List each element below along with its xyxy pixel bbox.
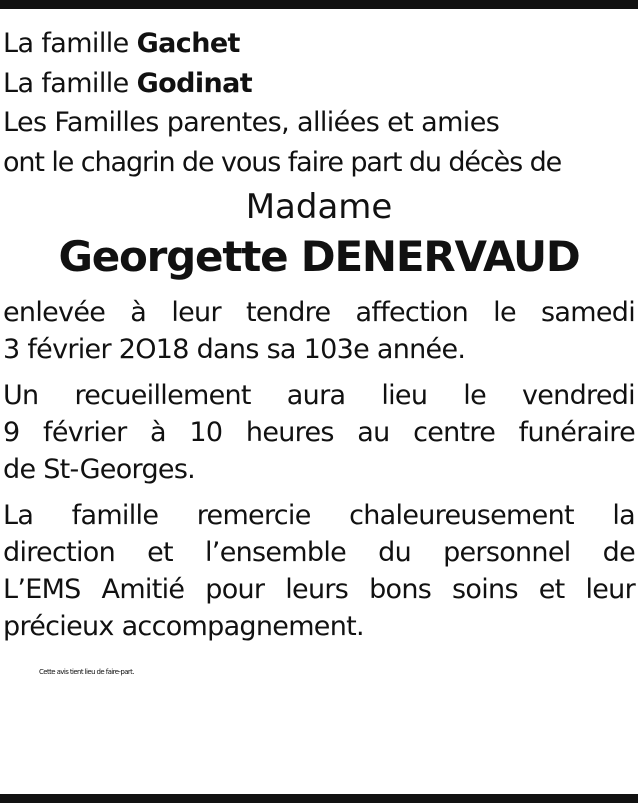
paragraph-ceremony bbox=[3, 377, 635, 488]
paragraph-line: enlevée à leur tendre affection le samedi bbox=[3, 297, 635, 328]
paragraph-line: direction et l’ensemble du personnel de bbox=[3, 537, 635, 568]
family-line-godinat: La famille Godinat bbox=[3, 67, 253, 99]
paragraph-line: 9 février à 10 heures au centre funéraire bbox=[3, 417, 635, 448]
obituary-notice bbox=[3, 24, 635, 691]
deceased-title: Madame bbox=[245, 187, 393, 227]
paragraph-passing bbox=[3, 294, 635, 368]
families-relatives-line: Les Familles parentes, alliées et amies bbox=[3, 107, 500, 138]
announcement-line: ont le chagrin de vous faire part du décès de bbox=[3, 146, 562, 178]
paragraph-line: La famille remercie chaleureusement la bbox=[3, 500, 635, 531]
paragraph-line: L’EMS Amitié pour leurs bons soins et leur bbox=[3, 574, 635, 605]
paragraph-thanks bbox=[3, 497, 635, 645]
paragraph-line: 3 février 2O18 dans sa 103e année. bbox=[3, 334, 466, 365]
family-line-gachet: La famille Gachet bbox=[3, 28, 240, 59]
deceased-name: Georgette DENERVAUD bbox=[58, 232, 580, 281]
top-border bbox=[0, 0, 638, 9]
paragraph-line: précieux accompagnement. bbox=[3, 611, 364, 642]
paragraph-line: de St-Georges. bbox=[3, 454, 196, 485]
bottom-border bbox=[0, 794, 638, 803]
paragraph-line: Un recueillement aura lieu le vendredi bbox=[3, 380, 635, 411]
family-name-gachet: Gachet bbox=[136, 28, 240, 59]
closing-note: Cette avis tient lieu de faire-part. bbox=[39, 668, 134, 676]
family-name-godinat: Godinat bbox=[136, 67, 253, 99]
